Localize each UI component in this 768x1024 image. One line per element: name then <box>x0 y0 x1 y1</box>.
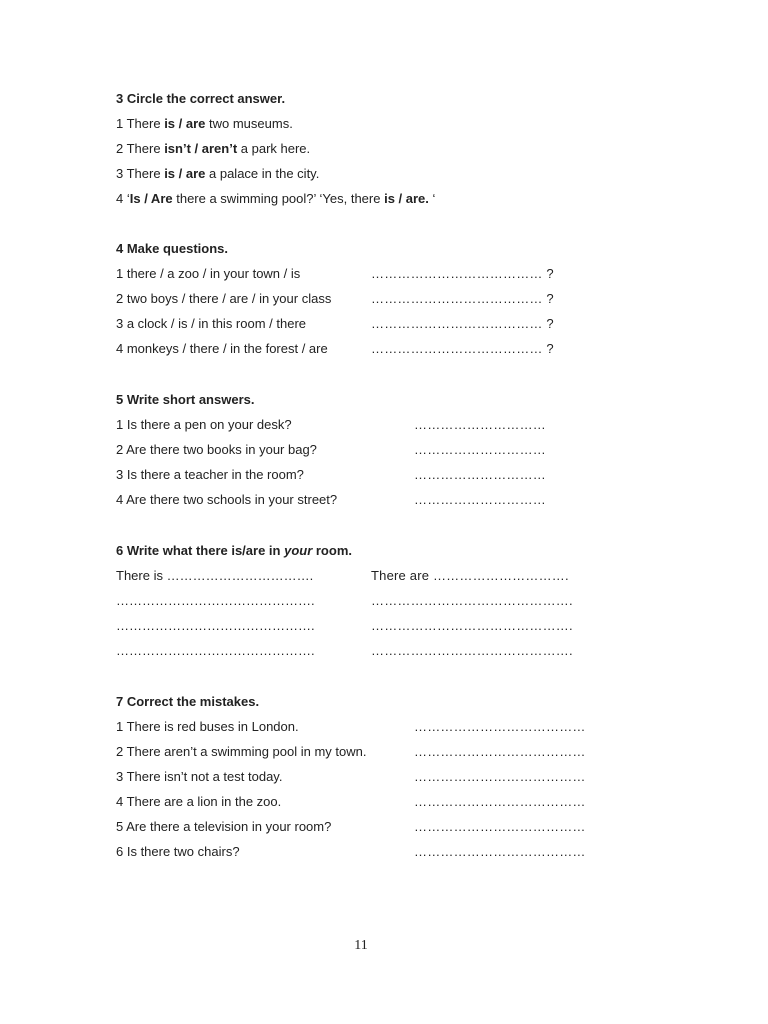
s3-item-4-middle: there a swimming pool?’ ‘Yes, there <box>172 191 385 206</box>
s7-item-3 <box>116 764 676 789</box>
s6-row-2-right[interactable]: ………………………………………. <box>371 593 573 608</box>
s6-row-4-left[interactable]: ………………………………………. <box>116 643 315 658</box>
s7-item-4-prompt: 4 There are a lion in the zoo. <box>116 794 282 809</box>
s7-item-5 <box>116 814 676 839</box>
s7-item-4 <box>116 789 676 814</box>
s7-item-1-prompt: 1 There is red buses in London. <box>116 719 299 734</box>
s7-item-6-prompt: 6 Is there two chairs? <box>116 844 240 859</box>
s4-item-4 <box>116 336 676 361</box>
s4-item-2-answer-line[interactable]: ………………………………… ? <box>371 291 554 306</box>
s6-row-3-right[interactable]: ………………………………………. <box>371 618 573 633</box>
s3-item-3-end: a palace in the city. <box>205 166 320 181</box>
s7-item-1-answer-line[interactable]: ………………………………… <box>414 719 586 734</box>
s6-row-1 <box>116 563 676 588</box>
s3-item-2 <box>116 136 676 161</box>
section-6-title <box>116 538 676 563</box>
s3-item-2-end: a park here. <box>237 141 311 156</box>
s3-item-4 <box>116 186 676 211</box>
section-7-title: 7 Correct the mistakes. <box>116 694 260 709</box>
s4-item-2-prompt: 2 two boys / there / are / in your class <box>116 291 332 306</box>
s5-item-3-prompt: 3 Is there a teacher in the room? <box>116 467 304 482</box>
section-5 <box>116 387 676 512</box>
s3-item-3 <box>116 161 676 186</box>
section-5-title: 5 Write short answers. <box>116 392 255 407</box>
s5-item-4-answer-line[interactable]: ………………………… <box>414 492 546 507</box>
s3-item-4-start: 4 ‘ <box>116 191 130 206</box>
s5-item-3 <box>116 462 676 487</box>
s7-item-6-answer-line[interactable]: ………………………………… <box>414 844 586 859</box>
s4-item-3-answer-line[interactable]: ………………………………… ? <box>371 316 554 331</box>
s6-row-4 <box>116 638 676 663</box>
s6-row-4-right[interactable]: ………………………………………. <box>371 643 573 658</box>
s5-item-4 <box>116 487 676 512</box>
s6-row-3-left[interactable]: ………………………………………. <box>116 618 315 633</box>
s6-row-2 <box>116 588 676 613</box>
s6-row-2-left[interactable]: ………………………………………. <box>116 593 315 608</box>
s3-item-3-start: 3 There <box>116 166 165 181</box>
section-3 <box>116 86 676 211</box>
s5-item-2 <box>116 437 676 462</box>
s5-item-2-prompt: 2 Are there two books in your bag? <box>116 442 317 457</box>
s5-item-3-answer-line[interactable]: ………………………… <box>414 467 546 482</box>
s7-item-5-answer-line[interactable]: ………………………………… <box>414 819 586 834</box>
s3-item-2-choice: isn’t / aren’t <box>164 141 238 156</box>
section-4 <box>116 236 676 361</box>
section-6 <box>116 538 676 663</box>
s4-item-1 <box>116 261 676 286</box>
s5-item-2-answer-line[interactable]: ………………………… <box>414 442 546 457</box>
s5-item-1-prompt: 1 Is there a pen on your desk? <box>116 417 292 432</box>
section-7 <box>116 689 676 864</box>
s3-item-1-start: 1 There <box>116 116 165 131</box>
s6-row-3 <box>116 613 676 638</box>
section-6-title-start: 6 Write what there is/are in <box>116 543 285 558</box>
section-4-title: 4 Make questions. <box>116 241 228 256</box>
s4-item-1-prompt: 1 there / a zoo / in your town / is <box>116 266 301 281</box>
s4-item-1-answer-line[interactable]: ………………………………… ? <box>371 266 554 281</box>
s7-item-2 <box>116 739 676 764</box>
s7-item-6 <box>116 839 676 864</box>
s3-item-4-choice-1: Is / Are <box>129 191 173 206</box>
page-number: 11 <box>354 938 368 953</box>
s3-item-1-end: two museums. <box>205 116 293 131</box>
s7-item-2-answer-line[interactable]: ………………………………… <box>414 744 586 759</box>
s6-row-1-left[interactable]: There is ……………………………. <box>116 568 314 583</box>
s3-item-1-choice: is / are <box>164 116 206 131</box>
s7-item-2-prompt: 2 There aren’t a swimming pool in my town. <box>116 744 367 759</box>
s4-item-4-prompt: 4 monkeys / there / in the forest / are <box>116 341 328 356</box>
s4-item-4-answer-line[interactable]: ………………………………… ? <box>371 341 554 356</box>
s4-item-3 <box>116 311 676 336</box>
s4-item-3-prompt: 3 a clock / is / in this room / there <box>116 316 307 331</box>
s3-item-3-choice: is / are <box>164 166 206 181</box>
s3-item-4-choice-2: is / are. <box>384 191 429 206</box>
section-6-title-end: room. <box>312 543 352 558</box>
s7-item-1 <box>116 714 676 739</box>
s5-item-4-prompt: 4 Are there two schools in your street? <box>116 492 338 507</box>
s7-item-3-answer-line[interactable]: ………………………………… <box>414 769 586 784</box>
section-6-title-emphasis: your <box>284 543 313 558</box>
s5-item-1 <box>116 412 676 437</box>
section-3-title: 3 Circle the correct answer. <box>116 91 286 106</box>
s3-item-4-end: ‘ <box>428 191 436 206</box>
s7-item-3-prompt: 3 There isn’t not a test today. <box>116 769 283 784</box>
s3-item-2-start: 2 There <box>116 141 165 156</box>
s3-item-1 <box>116 111 676 136</box>
s7-item-4-answer-line[interactable]: ………………………………… <box>414 794 586 809</box>
s4-item-2 <box>116 286 676 311</box>
s7-item-5-prompt: 5 Are there a television in your room? <box>116 819 332 834</box>
s5-item-1-answer-line[interactable]: ………………………… <box>414 417 546 432</box>
s6-row-1-right[interactable]: There are …………………………. <box>371 568 569 583</box>
